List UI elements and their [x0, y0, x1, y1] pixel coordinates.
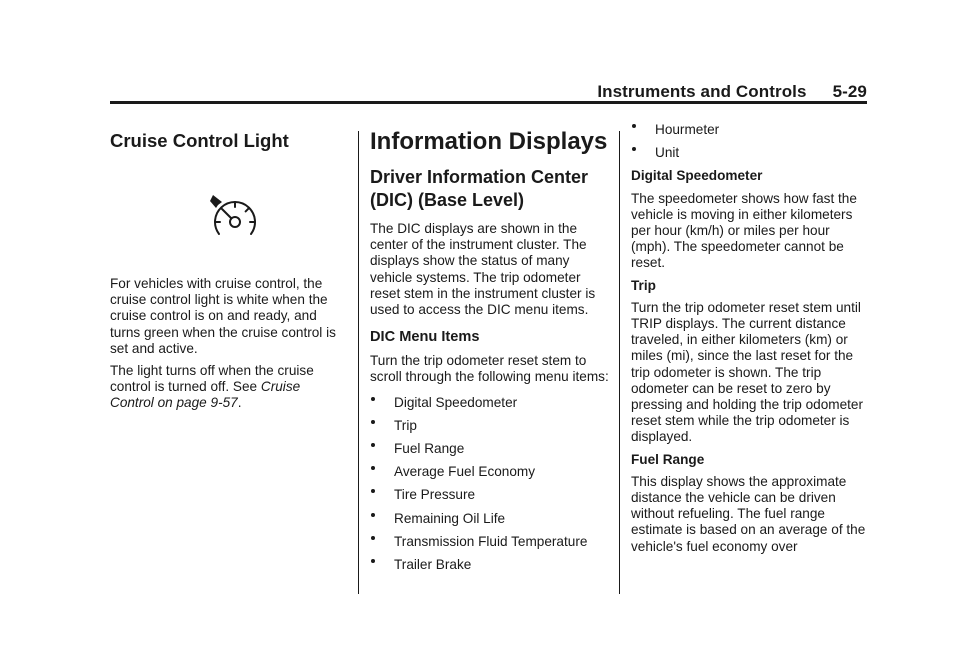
subsection-heading: DIC Menu Items [370, 329, 480, 346]
column-divider [358, 131, 359, 594]
list-item: Remaining Oil Life [370, 511, 610, 527]
section-title: Instruments and Controls [597, 82, 807, 101]
paragraph: The speedometer shows how fast the vehicle is moving in either kilometers per hour (km/h) or miles per hour (mph). The speedometer cannot be reset. [631, 190, 857, 271]
menu-item-list [631, 122, 867, 161]
subheading: Digital Speedometer [631, 168, 763, 184]
list-item: Average Fuel Economy [370, 464, 610, 480]
paragraph: The DIC displays are shown in the center of the instrument cluster. The displays show the status of many vehicle systems. The trip odometer reset stem in the instrument cluster is used to access the DIC menu items. [370, 221, 596, 318]
paragraph [110, 363, 342, 412]
paragraph: Turn the trip odometer reset stem to scroll through the following menu items: [370, 353, 609, 385]
paragraph: For vehicles with cruise control, the cruise control light is white when the cruise control is on and ready, and turns green when the cruise control is set and active. [110, 276, 336, 356]
column-information-displays [370, 122, 610, 580]
list-item: Fuel Range [370, 441, 610, 457]
list-item: Trip [370, 418, 610, 434]
column-cruise-control [110, 122, 342, 418]
list-item: Digital Speedometer [370, 395, 610, 411]
paragraph-text: The light turns off when the cruise control is turned off. See [110, 363, 314, 395]
section-heading: Driver Information Center (DIC) (Base Level) [370, 167, 589, 210]
paragraph: Turn the trip odometer reset stem until TRIP displays. The current distance traveled, in either kilometers (km) or miles (mi), since the last reset for the trip odometer is shown. The trip odometer can be reset to zero by pressing and holding the trip odometer reset stem while the trip odometer is displayed. [631, 299, 863, 445]
list-item: Transmission Fluid Temperature [370, 534, 610, 550]
paragraph: This display shows the approximate distance the vehicle can be driven without refueling. The fuel range estimate is based on an average of the vehicle's fuel economy over [631, 473, 866, 554]
column-dic-details [631, 122, 867, 561]
chapter-heading: Information Displays [370, 128, 608, 155]
page-header [110, 82, 867, 102]
column-divider [619, 131, 620, 594]
list-item: Hourmeter [631, 122, 867, 138]
cruise-control-icon [205, 189, 265, 245]
list-item: Trailer Brake [370, 557, 610, 573]
list-item: Unit [631, 145, 867, 161]
list-item: Tire Pressure [370, 487, 610, 503]
cross-reference-link[interactable]: Cruise Control on page 9-57 [110, 379, 301, 411]
header-rule [110, 101, 867, 104]
section-heading: Cruise Control Light [110, 130, 289, 151]
page-number: 5-29 [832, 82, 867, 101]
menu-item-list [370, 395, 610, 574]
subheading: Fuel Range [631, 451, 705, 467]
paragraph-text: . [237, 395, 242, 411]
subheading: Trip [631, 277, 656, 293]
